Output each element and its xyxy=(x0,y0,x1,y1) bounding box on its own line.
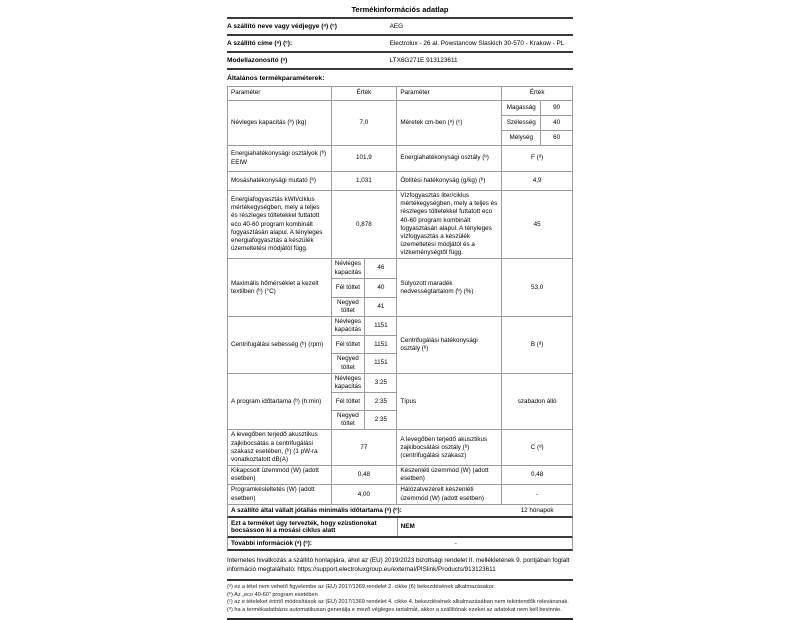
moisture-value: 53,0 xyxy=(502,259,573,317)
spin-speed-quarter-value: 1151 xyxy=(365,354,397,373)
spin-speed-quarter-label: Negyed töltet xyxy=(331,354,365,373)
duration-half-label: Fél töltet xyxy=(331,393,365,411)
general-parameters-heading: Általános termékparaméterek: xyxy=(227,75,325,82)
page-title: Termékinformációs adatlap xyxy=(227,3,573,19)
networked-standby-value: - xyxy=(502,485,573,504)
standby-value: 0,48 xyxy=(502,466,573,485)
general-parameters-table xyxy=(227,86,573,505)
dimensions-label: Méretek cm-ben (ᵃ) (ᶜ) xyxy=(397,101,502,146)
table-header-row xyxy=(228,87,573,101)
duration-rated-label: Névleges kapacitás xyxy=(331,373,365,392)
supplier-address-label: A szállító címe (ᵃ) (ᶜ): xyxy=(227,40,293,47)
supplier-name-value: AEG xyxy=(389,23,404,30)
row-delay-networked xyxy=(228,485,573,504)
header-value-right: Érték xyxy=(502,87,573,101)
guarantee-row xyxy=(227,505,573,518)
moisture-label: Súlyozott maradék nedvességtartalom (ᵇ) (%) xyxy=(397,259,502,317)
duration-half-value: 2:35 xyxy=(365,393,397,411)
max-temp-rated-value: 46 xyxy=(365,259,397,278)
max-temp-rated-label: Névleges kapacitás xyxy=(331,259,365,278)
row-noise xyxy=(228,430,573,466)
duration-rated-value: 3:25 xyxy=(365,373,397,392)
dimension-height-label: Magasság xyxy=(502,101,541,116)
supplier-address-row xyxy=(227,36,573,53)
rinse-label: Öblítési hatékonyság (g/kg) (ᵇ) xyxy=(397,172,502,191)
energy-class-label: Energiahatékonysági osztály (ᵇ) xyxy=(397,146,502,172)
networked-standby-label: Hálózatvezérelt készenléti üzemmód (W) (adott esetben) xyxy=(397,485,502,504)
model-identifier-label: Modellazonosító (ᵃ) xyxy=(227,57,288,64)
dimension-width-value: 40 xyxy=(541,116,573,131)
row-spin-speed-class xyxy=(228,317,573,336)
spin-speed-label: Centrifugálási sebesség (ᵇ) (rpm) xyxy=(228,317,332,374)
energy-consumption-label: Energiafogyasztás kWh/ciklus mértékegységben, mely a teljes és részleges töltetekkel futtatott eco 40-60 program kombinált fogyasztásán alapul. A tényleges energiafogyasztás a készülék üzemeltetési módjától függ. xyxy=(228,191,332,259)
supplier-name-row xyxy=(227,19,573,36)
row-energy-water-consumption xyxy=(228,191,573,259)
more-info-row xyxy=(227,538,573,551)
spin-speed-half-value: 1151 xyxy=(365,336,397,354)
max-temp-half-value: 40 xyxy=(365,278,397,297)
spin-speed-rated-label: Névleges kapacitás xyxy=(331,317,365,336)
delay-start-label: Programkésleltetés (W) (adott esetben) xyxy=(228,485,332,504)
dimension-height-value: 90 xyxy=(541,101,573,116)
silver-ions-label: Ezt a terméket úgy tervezték, hogy ezüstionokat bocsásson ki a mosási ciklus alatt xyxy=(228,518,398,536)
supplier-name-label: A szállító neve vagy védjegye (ᵃ) (ᶜ) xyxy=(227,23,337,30)
max-temp-quarter-label: Negyed töltet xyxy=(331,297,365,316)
header-param-right: Paraméter xyxy=(397,87,502,101)
water-consumption-label: Vízfogyasztás liter/ciklus mértékegységben, mely a teljes és részleges töltetekkel futtatott eco 40-60 program kombinált fogyasztásán alapul. A tényleges vízfogyasztás a készülék üzemeltetési módjától és a vízkeménységtől függ. xyxy=(397,191,502,259)
wash-index-value: 1,031 xyxy=(331,172,397,191)
eei-value: 101,9 xyxy=(331,146,397,172)
max-temp-quarter-value: 41 xyxy=(365,297,397,316)
duration-label: A program időtartama (ᵇ) (h:min) xyxy=(228,373,332,430)
noise-class-value: C (ᵈ) xyxy=(502,430,573,466)
energy-class-value: F (ᵈ) xyxy=(502,146,573,172)
footnote-a: (ᵃ) ez a tétel nem vehető figyelembe az (EU) 2017/1369 rendelet 2. cikke (6) bekezdésének alkalmazásakor. xyxy=(227,584,495,591)
dimension-depth-label: Mélység xyxy=(502,131,541,146)
product-datasheet xyxy=(227,0,573,620)
footnotes xyxy=(227,581,573,620)
capacity-label: Névleges kapacitás (ᵇ) (kg) xyxy=(228,101,332,146)
supplier-address-value: Electrolux - 26 al. Powstancow Slaskich 30-570 - Krakow - PL xyxy=(389,40,565,47)
wash-index-label: Mosáshatékonysági mutató (ᵇ) xyxy=(228,172,332,191)
header-value-left: Érték xyxy=(331,87,397,101)
noise-value: 77 xyxy=(331,430,397,466)
spin-class-value: B (ᵈ) xyxy=(502,317,573,374)
guarantee-value: 12 hónapok xyxy=(520,506,554,514)
spin-speed-half-label: Fél töltet xyxy=(331,336,365,354)
guarantee-label: A szállító által vállalt jótállás minimális időtartama (ᵃ) (ᶜ): xyxy=(231,506,402,514)
type-value: szabadon álló xyxy=(502,373,573,430)
row-eei-energy-class xyxy=(228,146,573,172)
footnote-b: (ᵇ) Az „eco 40-60” program esetében xyxy=(227,591,318,598)
footnote-c: (ᶜ) az e tételeket érintő módosítások az (EU) 2017/1369 rendelet 4. cikke 4. bekezdésének alkalmazásában nem tekintendők relevánsnak. xyxy=(227,599,569,606)
standby-label: Készenléti üzemmód (W) (adott esetben) xyxy=(397,466,502,485)
max-temp-label: Maximális hőmérséklet a kezelt textilben (ᵇ) (°C) xyxy=(228,259,332,317)
spin-speed-rated-value: 1151 xyxy=(365,317,397,336)
more-info-label: További információk (ᵃ) (ᶜ): xyxy=(231,539,313,547)
off-mode-label: Kikapcsolt üzemmód (W) (adott esetben) xyxy=(228,466,332,485)
supplier-weblink-text: Internetes hivatkozás a szállító honlapjára, ahol az (EU) 2019/2023 bizottsági rendelet II. mellékletének 9. pontjában foglalt információ megtalálható: https://support.electroluxgroup.eu/external/PISlink/Products/913123611 xyxy=(227,551,573,581)
more-info-value: - xyxy=(454,539,457,547)
silver-ions-row xyxy=(227,518,573,538)
max-temp-half-label: Fél töltet xyxy=(331,278,365,297)
rinse-value: 4,9 xyxy=(502,172,573,191)
model-identifier-row xyxy=(227,53,573,70)
row-duration-type xyxy=(228,373,573,392)
model-identifier-value: LTX6G271E 913123611 xyxy=(389,57,458,64)
silver-ions-value: NEM xyxy=(400,523,415,531)
capacity-value: 7,0 xyxy=(331,101,397,146)
header-param-left: Paraméter xyxy=(228,87,332,101)
noise-class-label: A levegőben terjedő akusztikus zajkibocsátási osztály (ᵇ) (centrifugálási szakasz) xyxy=(397,430,502,466)
energy-consumption-value: 0,878 xyxy=(331,191,397,259)
dimension-width-label: Szélesség xyxy=(502,116,541,131)
water-consumption-value: 45 xyxy=(502,191,573,259)
off-mode-value: 0,48 xyxy=(331,466,397,485)
type-label: Típus xyxy=(397,373,502,430)
dimension-depth-value: 60 xyxy=(541,131,573,146)
eei-label: Energiahatékonysági osztályok (ᵇ) EEIW xyxy=(228,146,332,172)
duration-quarter-value: 2:35 xyxy=(365,411,397,430)
delay-start-value: 4,00 xyxy=(331,485,397,504)
duration-quarter-label: Negyed töltet xyxy=(331,411,365,430)
spin-class-label: Centrifugálási hatékonysági osztály (ᵇ) xyxy=(397,317,502,374)
noise-label: A levegőben terjedő akusztikus zajkibocsátás a centrifugálási szakasz esetében, (ᵇ) (1 pW-ra vonatkoztatott dB(A) xyxy=(228,430,332,466)
footnote-d: (ᵈ) ha a termékadatbázis automatikusan generálja e mező végleges tartalmát, akkor a szállítónak ezeket az adatokat nem kell bevinnie. xyxy=(227,606,562,613)
row-off-standby xyxy=(228,466,573,485)
row-wash-rinse xyxy=(228,172,573,191)
row-max-temp-moisture xyxy=(228,259,573,278)
row-capacity-dimensions xyxy=(228,101,573,116)
